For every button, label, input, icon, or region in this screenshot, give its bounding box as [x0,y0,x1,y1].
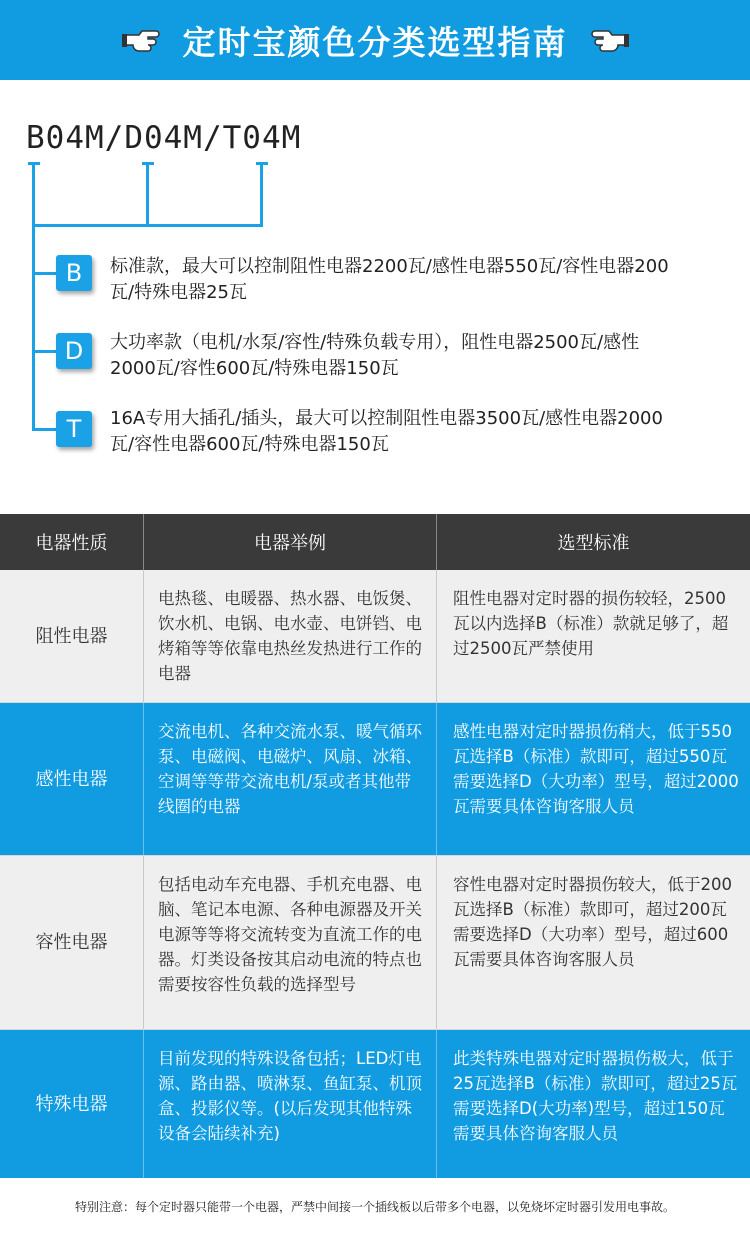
bracket-line [32,162,35,226]
column-header-examples: 电器举例 [144,514,437,570]
cell-examples: 电热毯、电暖器、热水器、电饭煲、饮水机、电锅、电水壶、电饼铛、电烤箱等等依靠电热丝发热进行工作的电器 [144,570,437,702]
cell-type: 感性电器 [0,703,144,855]
bracket-line [32,224,263,227]
cell-criteria: 阻性电器对定时器的损伤较轻，2500瓦以内选择B（标准）款就足够了，超过2500瓦严禁使用 [453,589,729,658]
bracket-line [28,162,40,165]
model-badge-b: B [56,255,92,291]
cell-type: 容性电器 [0,856,144,1029]
cell-type: 阻性电器 [0,570,144,702]
page-header [0,0,750,80]
model-desc-d: 大功率款（电机/水泵/容性/特殊负载专用），阻性电器2500瓦/感性2000瓦/容性600瓦/特殊电器150瓦 [110,332,640,379]
bracket-line [32,350,58,353]
table-row [0,702,750,855]
warning-note: 特别注意：每个定时器只能带一个电器，严禁中间接一个插线板以后带多个电器，以免烧坏定时器引发用电事故。 [74,1200,675,1214]
table-row [0,570,750,702]
bracket-line [146,162,149,226]
selection-table [0,514,750,1178]
model-code: B04M/D04M/T04M [26,120,302,156]
model-desc-t: 16A专用大插孔/插头，最大可以控制阻性电器3500瓦/感性电器2000瓦/容性电器600瓦/特殊电器150瓦 [110,408,663,455]
cell-examples: 包括电动车充电器、手机充电器、电脑、笔记本电源、各种电源器及开关电源等等将交流转变为直流工作的电器。灯类设备按其启动电流的特点也需要按容性负载的选择型号 [144,856,437,1029]
cell-examples: 目前发现的特殊设备包括；LED灯电源、路由器、喷淋泵、鱼缸泵、机顶盒、投影仪等。(以后发现其他特殊设备会陆续补充) [144,1030,437,1178]
cell-criteria: 感性电器对定时器损伤稍大，低于550瓦选择B（标准）款即可，超过550瓦需要选择D（大功率）型号，超过2000瓦需要具体咨询客服人员 [453,722,739,816]
bracket-line [32,428,58,431]
table-row [0,855,750,1029]
pointing-hand-right-icon [121,25,161,55]
cell-examples: 交流电机、各种交流水泵、暖气循环泵、电磁阀、电磁炉、风扇、冰箱、空调等等带交流电机/泵或者其他带线圈的电器 [144,703,437,855]
cell-criteria: 容性电器对定时器损伤较大，低于200瓦选择B（标准）款即可，超过200瓦需要选择D（大功率）型号，超过600瓦需要具体咨询客服人员 [453,875,732,969]
bracket-line [32,224,35,430]
pointing-hand-left-icon [590,25,630,55]
bracket-line [256,162,268,165]
bracket-line [142,162,154,165]
column-header-criteria: 选型标准 [557,533,630,554]
column-header-type: 电器性质 [0,514,144,570]
bracket-line [260,162,263,226]
model-desc-b: 标准款，最大可以控制阻性电器2200瓦/感性电器550瓦/容性电器200瓦/特殊电器25瓦 [110,256,669,303]
bracket-line [32,272,58,275]
page-title: 定时宝颜色分类选型指南 [182,22,568,62]
table-header [0,514,750,570]
model-badge-d: D [56,333,92,369]
model-badge-t: T [56,411,92,447]
cell-type: 特殊电器 [0,1030,144,1178]
cell-criteria: 此类特殊电器对定时器损伤极大，低于25瓦选择B（标准）款即可，超过25瓦需要选择D(大功率)型号，超过150瓦需要具体咨询客服人员 [453,1049,738,1143]
table-row [0,1029,750,1178]
